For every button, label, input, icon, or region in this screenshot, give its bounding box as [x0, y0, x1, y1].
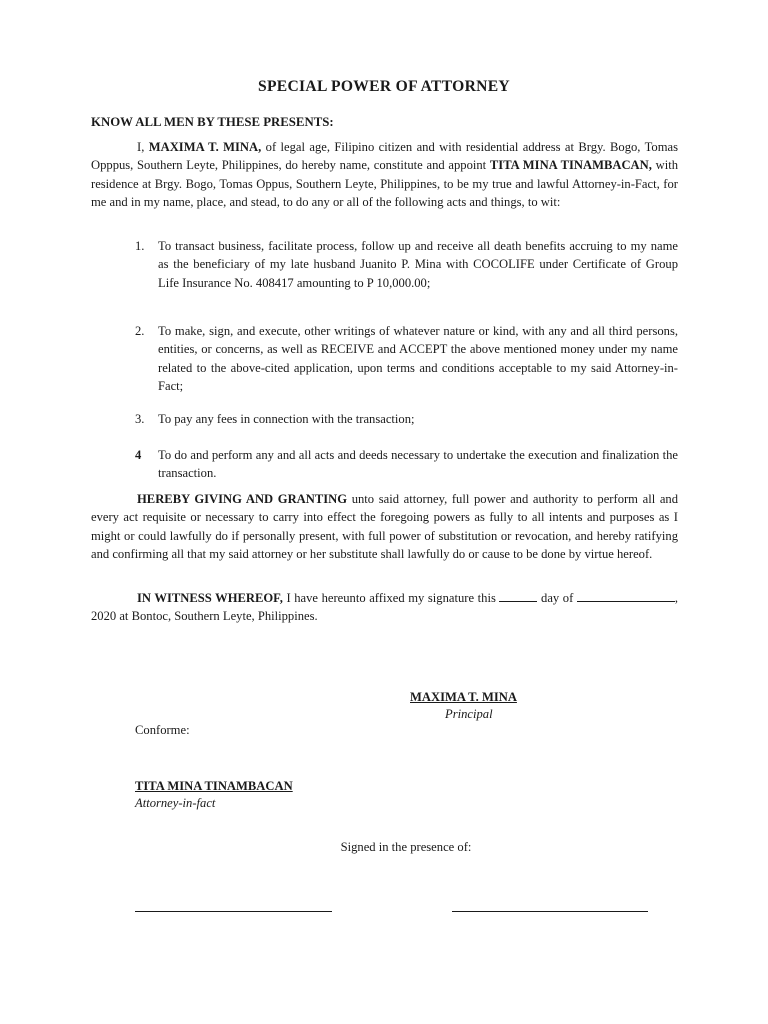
intro-i: I,: [137, 140, 149, 154]
signed-presence-label: Signed in the presence of:: [340, 840, 472, 854]
witness-signature-line-2: [452, 911, 648, 912]
document-title: SPECIAL POWER OF ATTORNEY: [258, 78, 510, 95]
list-number: 4: [135, 448, 142, 462]
conforme-label: Conforme:: [135, 723, 190, 737]
granting-heading: HEREBY GIVING AND GRANTING: [137, 492, 348, 506]
witness-text-2: day of: [537, 591, 577, 605]
intro-text-1: of legal age, Filipino citizen and with residential address at Brgy. Bogo, Tomas Opppus, Southern Leyte, Philippines, do hereby name, constitute and appoint: [91, 140, 678, 173]
intro-text-2: with residence at Brgy. Bogo, Tomas Oppus, Southern Leyte, Philippines, to be my true and lawful Attorney-in-Fact, for me and in my name, place, and stead, to do any or all of the following acts and things, to wit:: [91, 158, 679, 210]
granting-paragraph: [91, 490, 678, 564]
salutation: KNOW ALL MEN BY THESE PRESENTS:: [91, 115, 334, 129]
principal-name-inline: MAXIMA T. MINA,: [148, 140, 262, 154]
principal-signature-name: MAXIMA T. MINA: [410, 690, 517, 704]
granting-text: unto said attorney, full power and authority to perform all and every act requisite or necessary to carry into effect the foregoing powers as fully to all intents and purposes as I might or could lawfully do if personally present, with full power of substitution or revocation, and hereby ratifying and confirming all that my said attorney or her substitute shall lawfully do or cause to be done by virtue hereof.: [91, 492, 679, 562]
attorney-title: Attorney-in-fact: [135, 796, 216, 810]
witness-text-3: , 2020 at Bontoc, Southern Leyte, Philippines.: [91, 591, 679, 624]
list-number: 1.: [135, 239, 145, 253]
list-text: To make, sign, and execute, other writings of whatever nature or kind, with any and all third persons, entities, or concerns, as well as RECEIVE and ACCEPT the above mentioned money under my name related to the above-cited application, upon terms and conditions acceptable to my said Attorney-in-Fact;: [158, 324, 678, 394]
list-number: 2.: [135, 324, 145, 338]
list-number: 3.: [135, 412, 145, 426]
list-item: [135, 446, 678, 483]
day-blank: [499, 588, 537, 602]
list-text: To do and perform any and all acts and deeds necessary to undertake the execution and finalization the transaction.: [158, 448, 678, 481]
witness-heading: IN WITNESS WHEREOF,: [137, 591, 283, 605]
attorney-signature-name: TITA MINA TINAMBACAN: [135, 779, 293, 793]
list-item: [135, 237, 678, 292]
list-text: To pay any fees in connection with the transaction;: [158, 412, 415, 426]
witness-signature-line-1: [135, 911, 332, 912]
witness-paragraph: [91, 588, 678, 626]
principal-title: Principal: [445, 707, 493, 721]
intro-paragraph: [91, 138, 678, 212]
month-blank: [577, 588, 675, 602]
witness-text-1: I have hereunto affixed my signature this: [282, 591, 500, 605]
list-item: [135, 410, 678, 428]
list-item: [135, 322, 678, 396]
list-text: To transact business, facilitate process, follow up and receive all death benefits accruing to my name as the beneficiary of my late husband Juanito P. Mina with COCOLIFE under Certificate of Group Life Insurance No. 408417 amounting to P 10,000.00;: [158, 239, 678, 290]
attorney-name-inline: TITA MINA TINAMBACAN,: [489, 158, 652, 173]
